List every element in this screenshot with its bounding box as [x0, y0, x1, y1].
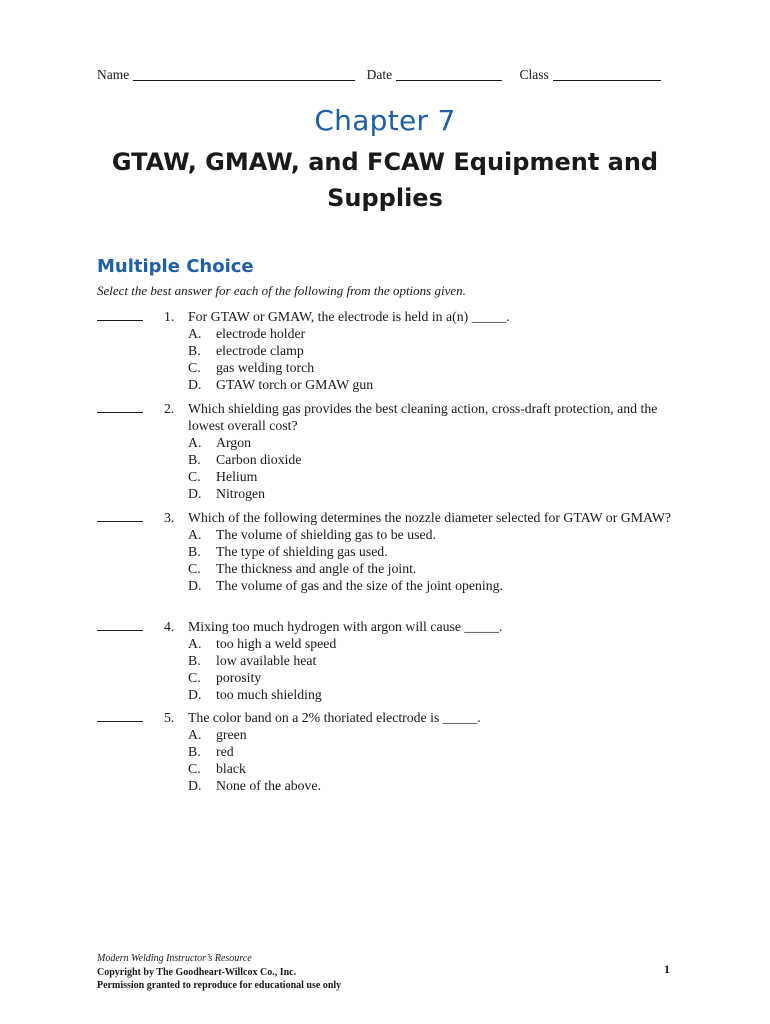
option-item: D. The volume of gas and the size of the joint opening. — [188, 578, 503, 593]
question-text: For GTAW or GMAW, the electrode is held in a(n) _____. — [188, 309, 510, 324]
question-text: Which shielding gas provides the best cleaning action, cross-draft protection, and the lowest overall cost? — [188, 401, 658, 433]
option-list — [188, 325, 673, 393]
option-item: C. The thickness and angle of the joint. — [188, 561, 417, 576]
option-item: C. gas welding torch — [188, 360, 315, 375]
class-label: Class — [519, 67, 549, 82]
option-list — [188, 434, 673, 502]
instructions: Select the best answer for each of the following from the options given. — [97, 283, 466, 298]
option-item: A. green — [188, 727, 247, 742]
footer-book-title: Modern Welding Instructor’s Resource — [97, 953, 252, 964]
option-item: C. Helium — [188, 469, 258, 484]
question-number: 1. — [164, 309, 175, 324]
option-item: A. Argon — [188, 435, 252, 450]
option-item: B. electrode clamp — [188, 343, 304, 358]
option-item: C. black — [188, 761, 246, 776]
option-list — [188, 726, 673, 794]
option-item: D. Nitrogen — [188, 486, 266, 501]
name-field[interactable] — [133, 68, 355, 81]
option-item: B. The type of shielding gas used. — [188, 544, 388, 559]
page-number: 1 — [664, 962, 670, 976]
date-field[interactable] — [396, 68, 502, 81]
option-item: B. red — [188, 744, 234, 759]
footer-copyright: Copyright by The Goodheart-Willcox Co., Inc. — [97, 966, 297, 978]
option-item: D. too much shielding — [188, 687, 322, 702]
answer-blank[interactable] — [97, 721, 143, 722]
answer-blank[interactable] — [97, 412, 143, 413]
answer-blank[interactable] — [97, 630, 143, 631]
option-item: B. Carbon dioxide — [188, 452, 302, 467]
question-number: 5. — [164, 710, 175, 725]
student-info-line — [97, 67, 677, 83]
option-item: B. low available heat — [188, 653, 317, 668]
chapter-title: GTAW, GMAW, and FCAW Equipment and Supplies — [111, 148, 659, 212]
footer-permission: Permission granted to reproduce for educational use only — [97, 980, 342, 991]
footer — [97, 952, 341, 993]
option-item: A. too high a weld speed — [188, 636, 337, 651]
question-text: Mixing too much hydrogen with argon will cause _____. — [188, 619, 503, 634]
option-list — [188, 635, 673, 703]
answer-blank[interactable] — [97, 521, 143, 522]
section-heading: Multiple Choice — [97, 256, 254, 277]
option-item: C. porosity — [188, 670, 262, 685]
class-field[interactable] — [553, 68, 661, 81]
option-item: D. None of the above. — [188, 778, 321, 793]
answer-blank[interactable] — [97, 320, 143, 321]
option-item: A. electrode holder — [188, 326, 306, 341]
option-item: D. GTAW torch or GMAW gun — [188, 377, 374, 392]
question-text: Which of the following determines the nozzle diameter selected for GTAW or GMAW? — [188, 510, 671, 525]
chapter-label: Chapter 7 — [314, 104, 456, 137]
option-item: A. The volume of shielding gas to be used. — [188, 527, 436, 542]
date-label: Date — [366, 67, 393, 82]
question-number: 2. — [164, 401, 175, 416]
option-list — [188, 526, 673, 594]
question-text: The color band on a 2% thoriated electrode is _____. — [188, 710, 481, 725]
question-number: 3. — [164, 510, 175, 525]
question-number: 4. — [164, 619, 175, 634]
name-label: Name — [97, 67, 130, 82]
